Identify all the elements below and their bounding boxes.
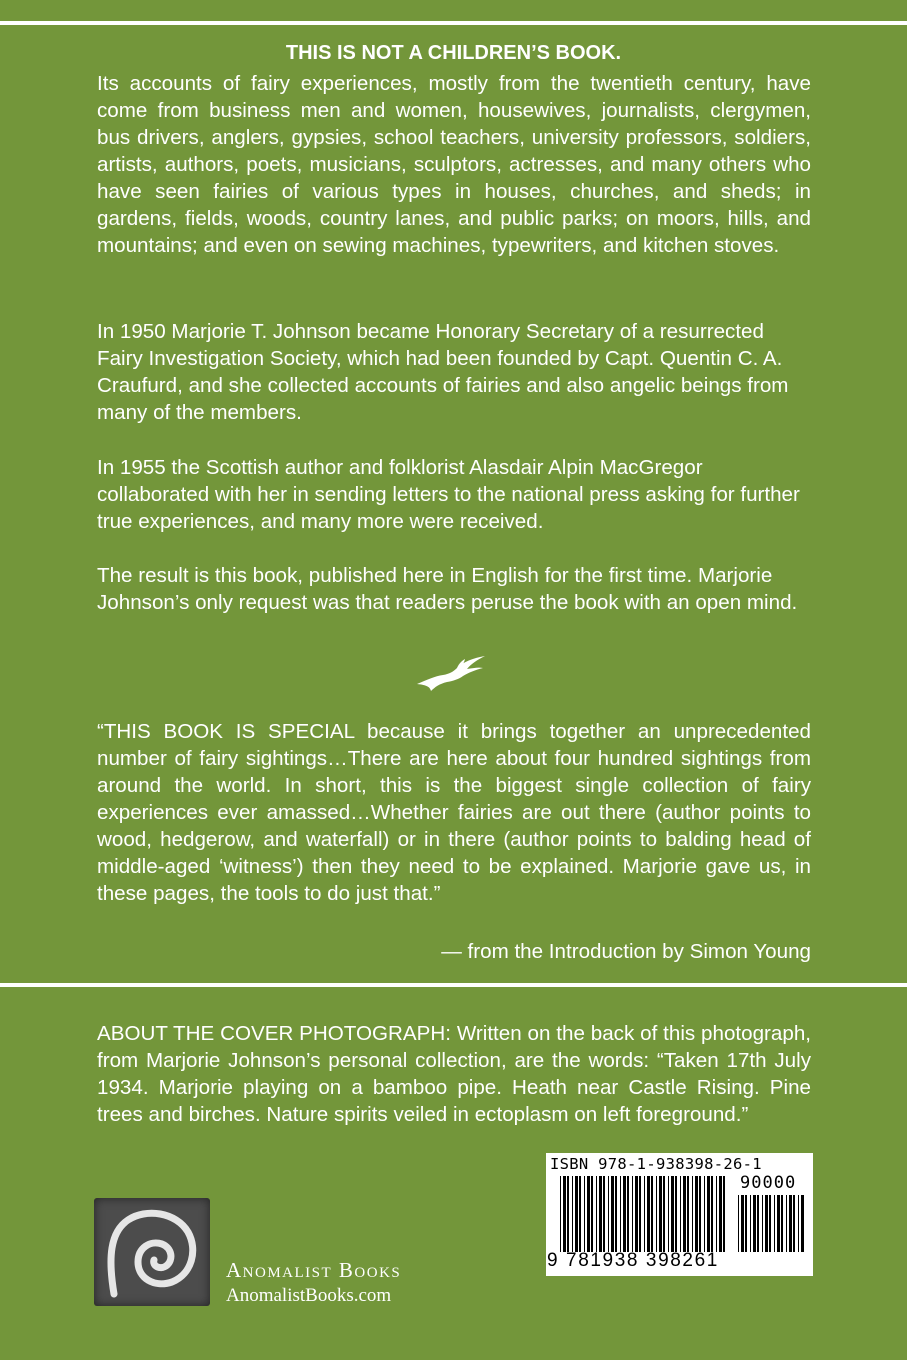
barcode-bar bbox=[623, 1176, 626, 1252]
barcode-bar bbox=[567, 1176, 569, 1252]
barcode-bar bbox=[692, 1176, 693, 1252]
barcode-bar bbox=[644, 1176, 645, 1252]
barcode-bar bbox=[781, 1195, 783, 1252]
barcode-bar bbox=[584, 1176, 585, 1252]
barcode-bar bbox=[777, 1195, 780, 1252]
quote-attribution bbox=[97, 938, 814, 965]
barcode-bar bbox=[663, 1176, 665, 1252]
barcode-bar bbox=[668, 1176, 669, 1252]
barcode-bar bbox=[723, 1176, 725, 1252]
barcode-bar bbox=[716, 1176, 717, 1252]
macgregor-paragraph bbox=[97, 454, 811, 535]
barcode-bar bbox=[695, 1176, 698, 1252]
barcode-bar bbox=[627, 1176, 629, 1252]
barcode-bar bbox=[750, 1195, 751, 1252]
top-rule bbox=[0, 21, 907, 25]
barcode-bar bbox=[620, 1176, 621, 1252]
barcode-bar bbox=[632, 1176, 633, 1252]
barcode-bar bbox=[704, 1176, 705, 1252]
barcode-bar bbox=[683, 1176, 686, 1252]
paragraph-2: In 1950 Marjorie T. Johnson became Honorary Secretary of a resurrected Fairy Investigation Society, which had been founded by Capt. Quentin C. A. Craufurd, and she collected accounts of fairies and also angelic beings from many of the members. bbox=[97, 320, 789, 424]
barcode-bar bbox=[675, 1176, 677, 1252]
barcode-bar bbox=[651, 1176, 653, 1252]
paragraph-3: In 1955 the Scottish author and folklorist Alasdair Alpin MacGregor collaborated with her in sending letters to the national press asking for further true experiences, and many more were received. bbox=[97, 456, 800, 533]
barcode-bar bbox=[656, 1176, 657, 1252]
barcode-bar bbox=[563, 1176, 566, 1252]
intro-paragraph bbox=[97, 70, 811, 259]
barcode-bar bbox=[603, 1176, 605, 1252]
barcode-bar bbox=[671, 1176, 674, 1252]
barcode-bar bbox=[599, 1176, 602, 1252]
barcode-bar bbox=[572, 1176, 573, 1252]
barcode-bar bbox=[762, 1195, 763, 1252]
result-paragraph bbox=[97, 562, 811, 616]
barcode-bar bbox=[774, 1195, 775, 1252]
barcode-bar bbox=[745, 1195, 747, 1252]
paragraph-4: The result is this book, published here in English for the first time. Marjorie Johnson’s only request was that readers peruse the book with an open mind. bbox=[97, 564, 798, 614]
barcode-bar bbox=[793, 1195, 795, 1252]
ean-digits: 9 781938 398261 bbox=[547, 1250, 719, 1271]
publisher-name: Anomalist Books bbox=[226, 1258, 402, 1282]
attribution-text: — from the Introduction by Simon Young bbox=[441, 940, 811, 963]
barcode-bar bbox=[596, 1176, 597, 1252]
publisher-website: AnomalistBooks.com bbox=[226, 1285, 392, 1306]
barcode-bar bbox=[798, 1195, 799, 1252]
barcode-bar bbox=[687, 1176, 689, 1252]
price-code: 90000 bbox=[740, 1173, 797, 1193]
barcode-bar bbox=[575, 1176, 578, 1252]
spiral-stone-icon bbox=[94, 1198, 210, 1306]
barcode-bar bbox=[639, 1176, 641, 1252]
barcode-bar bbox=[789, 1195, 792, 1252]
introduction-quote bbox=[97, 718, 811, 907]
barcode-bar bbox=[765, 1195, 768, 1252]
publisher-info bbox=[226, 1257, 401, 1309]
barcode-bar bbox=[608, 1176, 609, 1252]
barcode-bar bbox=[741, 1195, 744, 1252]
barcode-bar bbox=[738, 1195, 739, 1252]
barcode-bar bbox=[707, 1176, 710, 1252]
ean-bars bbox=[560, 1176, 730, 1252]
barcode-bar bbox=[719, 1176, 722, 1252]
barcode-bar bbox=[786, 1195, 787, 1252]
barcode-bar bbox=[659, 1176, 662, 1252]
barcode-bar bbox=[647, 1176, 650, 1252]
cover-note-text: ABOUT THE COVER PHOTOGRAPH: Written on the back of this photograph, from Marjorie Johnson’s personal collection, are the words: “Taken 17th July 1934. Marjorie playing on a bamboo pipe. Heath near Castle Rising. Pine trees and birches. Nature spirits veiled in ectoplasm on left foreground.” bbox=[97, 1022, 811, 1126]
publisher-logo bbox=[94, 1198, 210, 1306]
barcode-bar bbox=[753, 1195, 756, 1252]
barcode-bar bbox=[560, 1176, 561, 1252]
flying-angel-icon bbox=[413, 654, 489, 694]
barcode-bar bbox=[615, 1176, 617, 1252]
barcode-bar bbox=[699, 1176, 701, 1252]
quote-text: “THIS BOOK IS SPECIAL because it brings together an unprecedented number of fairy sightings…There are here about four hundred sightings from around the world. In short, this is the biggest single collection of fairy experiences ever amassed…Whether fairies are out there (author points to wood, hedgerow, and waterfall) or in there (author points to balding head of middle-aged ‘witness’) then they need to be explained. Marjorie gave us, in these pages, the tools to do just that.” bbox=[97, 720, 811, 905]
heading: THIS IS NOT A CHILDREN’S BOOK. bbox=[285, 42, 622, 64]
barcode-bar bbox=[635, 1176, 638, 1252]
barcode-bar bbox=[591, 1176, 593, 1252]
barcode-bar bbox=[587, 1176, 590, 1252]
paragraph-1: Its accounts of fairy experiences, mostly from the twentieth century, have come from business men and women, housewives, journalists, clergymen, bus drivers, anglers, gypsies, school teachers, university professors, soldiers, artists, authors, poets, musicians, sculptors, actresses, and many others who have seen fairies of various types in houses, churches, and sheds; in gardens, fields, woods, country lanes, and public parks; on moors, hills, and mountains; and even on sewing machines, typewriters, and kitchen stoves. bbox=[97, 72, 811, 257]
barcode-bar bbox=[769, 1195, 771, 1252]
barcode-bar bbox=[801, 1195, 804, 1252]
barcode-bar bbox=[579, 1176, 581, 1252]
price-addon-bars bbox=[738, 1195, 808, 1252]
society-paragraph bbox=[97, 318, 811, 426]
barcode-bar bbox=[611, 1176, 614, 1252]
cover-photo-note bbox=[97, 1020, 811, 1128]
barcode-bar bbox=[757, 1195, 759, 1252]
isbn-label: ISBN 978-1-938398-26-1 bbox=[550, 1155, 762, 1173]
barcode-bar bbox=[711, 1176, 713, 1252]
barcode-bar bbox=[680, 1176, 681, 1252]
section-rule bbox=[0, 983, 907, 987]
